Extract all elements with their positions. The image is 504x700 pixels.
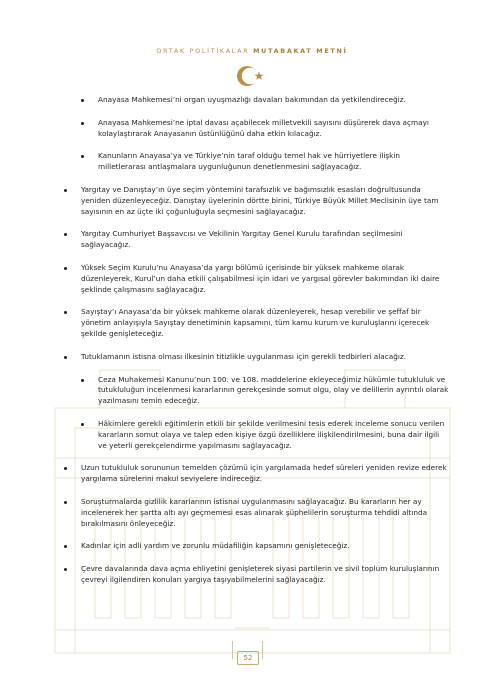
list-item bbox=[64, 463, 450, 485]
list-item bbox=[64, 541, 450, 552]
bullet-icon bbox=[81, 99, 84, 102]
header-prefix: ORTAK POLİTİKALAR bbox=[156, 47, 250, 55]
list-item-text: Hâkimlere gerekli eğitimlerin etkili bir şekilde verilmesini tesis ederek inceleme sonucu verilen kararların somut olaya ve talep eden kişiye özgü özelliklere ilişkilendirilmesini, buna dair ilgili ve yeterli gerekçelendirme yapılmasını sağlayacağız. bbox=[98, 418, 445, 450]
list-item bbox=[64, 307, 450, 339]
list-item bbox=[64, 151, 450, 173]
bullet-icon bbox=[64, 467, 67, 470]
list-item-text: Sayıştay’ı Anayasa’da bir yüksek mahkeme olarak düzenleyerek, hesap verebilir ve şeffaf bir yönetim anlayışıyla Sayıştay denetiminin kapsamını, tüm kamu kurum ve kuruluşlarını içerecek şekilde genişleteceğiz. bbox=[81, 307, 430, 338]
list-item bbox=[64, 352, 450, 363]
list-item bbox=[64, 497, 450, 529]
bullet-icon bbox=[64, 267, 67, 270]
list-item-text: Yargıtay Cumhuriyet Başsavcısı ve Vekilinin Yargıtay Genel Kurulu tarafından seçilmesini sağlayacağız. bbox=[81, 229, 403, 250]
list-item-text: Çevre davalarında dava açma ehliyetini genişleterek siyasi partilerin ve sivil toplum kuruluşlarının çevreyi ilgilendiren konuları yargıya taşıyabilmelerini sağlayacağız. bbox=[81, 564, 440, 584]
list-item bbox=[64, 95, 450, 106]
list-item bbox=[64, 185, 450, 217]
list-item-text: Yargıtay ve Danıştay’ın üye seçim yöntemini tarafsızlık ve bağımsızlık esasları doğrultusunda yeniden düzenleyeceğiz. Danıştay üyelerinin dörtte birini, Türkiye Büyük Millet Meclisinin üye tam sayısının en az üçte iki çoğunluğuyla seçmesini sağlayacağız. bbox=[81, 184, 439, 216]
footer-rule-left bbox=[232, 641, 233, 659]
bullet-icon bbox=[81, 155, 84, 158]
list-item bbox=[64, 564, 450, 586]
bullet-icon bbox=[81, 423, 84, 426]
list-item-text: Kadınlar için adli yardım ve zorunlu müdafiliğin kapsamını genişleteceğiz. bbox=[81, 541, 350, 551]
bullet-icon bbox=[64, 233, 67, 236]
bullet-icon bbox=[64, 311, 67, 314]
list-item-text: Anayasa Mahkemesi’ni organ uyuşmazlığı davaları bakımından da yetkilendireceğiz. bbox=[98, 95, 406, 104]
list-item-text: Soruşturmalarda gizlilik kararlarının istisnai uygulanmasını sağlayacağız. Bu kararların her ay incelenerek her şartta altı ayı geçmemesi esas alınarak şüphelilerin soruşturma tehdidi altında bırakılmasını önleyeceğiz. bbox=[81, 496, 428, 528]
bullet-list bbox=[64, 95, 450, 598]
crescent-star-icon bbox=[230, 63, 270, 89]
bullet-icon bbox=[64, 501, 67, 504]
header-highlight: MUTABAKAT METNİ bbox=[253, 47, 348, 55]
list-item-text: Uzun tutukluluk sorununun temelden çözümü için yargılamada hedef süreleri yeniden revize ederek yargılama sürelerini makul seviyelere indireceğiz. bbox=[81, 463, 447, 484]
bullet-icon bbox=[64, 189, 67, 192]
list-item-text: Ceza Muhakemesi Kanunu’nun 100. ve 108. maddelerine ekleyeceğimiz hükümle tutukluluk ve tutukluluğun incelenmesi kararlarının gerekçesinde somut olgu, olay ve delillerin ayrıntılı olarak yazılmasını temin edeceğiz. bbox=[98, 374, 449, 406]
list-item-text: Anayasa Mahkemesi’ne iptal davası açabilecek milletvekili sayısını düşürerek dava açmayı kolaylaştırarak Anayasanın üstünlüğünü daha etkin kılacağız. bbox=[98, 117, 429, 138]
list-item bbox=[64, 375, 450, 407]
bullet-icon bbox=[64, 356, 67, 359]
list-item bbox=[64, 118, 450, 140]
list-item-text: Kanunların Anayasa’ya ve Türkiye’nin taraf olduğu temel hak ve hürriyetlere ilişkin milletlerarası antlaşmalara uygunluğunun denetlenmesini sağlayacağız. bbox=[98, 151, 401, 172]
bullet-icon bbox=[64, 568, 67, 571]
list-item bbox=[64, 263, 450, 295]
list-item bbox=[64, 419, 450, 451]
list-item-text: Yüksek Seçim Kurulu’nu Anayasa’da yargı bölümü içerisinde bir yüksek mahkeme olarak düzenleyerek, Kurul’un daha etkili çalışabilmesi için idari ve yargısal görevler bakımından iki daire şeklinde çalışmasını sağlayacağız. bbox=[81, 262, 440, 294]
bullet-icon bbox=[81, 379, 84, 382]
page-number: 52 bbox=[237, 651, 259, 665]
list-item bbox=[64, 229, 450, 251]
footer-rule-right bbox=[262, 641, 263, 659]
list-item-text: Tutuklamanın istisna olması ilkesinin titizlikle uygulanması için gerekli tedbirleri alacağız. bbox=[81, 351, 407, 361]
bullet-icon bbox=[81, 122, 84, 125]
running-header bbox=[0, 47, 504, 55]
bullet-icon bbox=[64, 545, 67, 548]
